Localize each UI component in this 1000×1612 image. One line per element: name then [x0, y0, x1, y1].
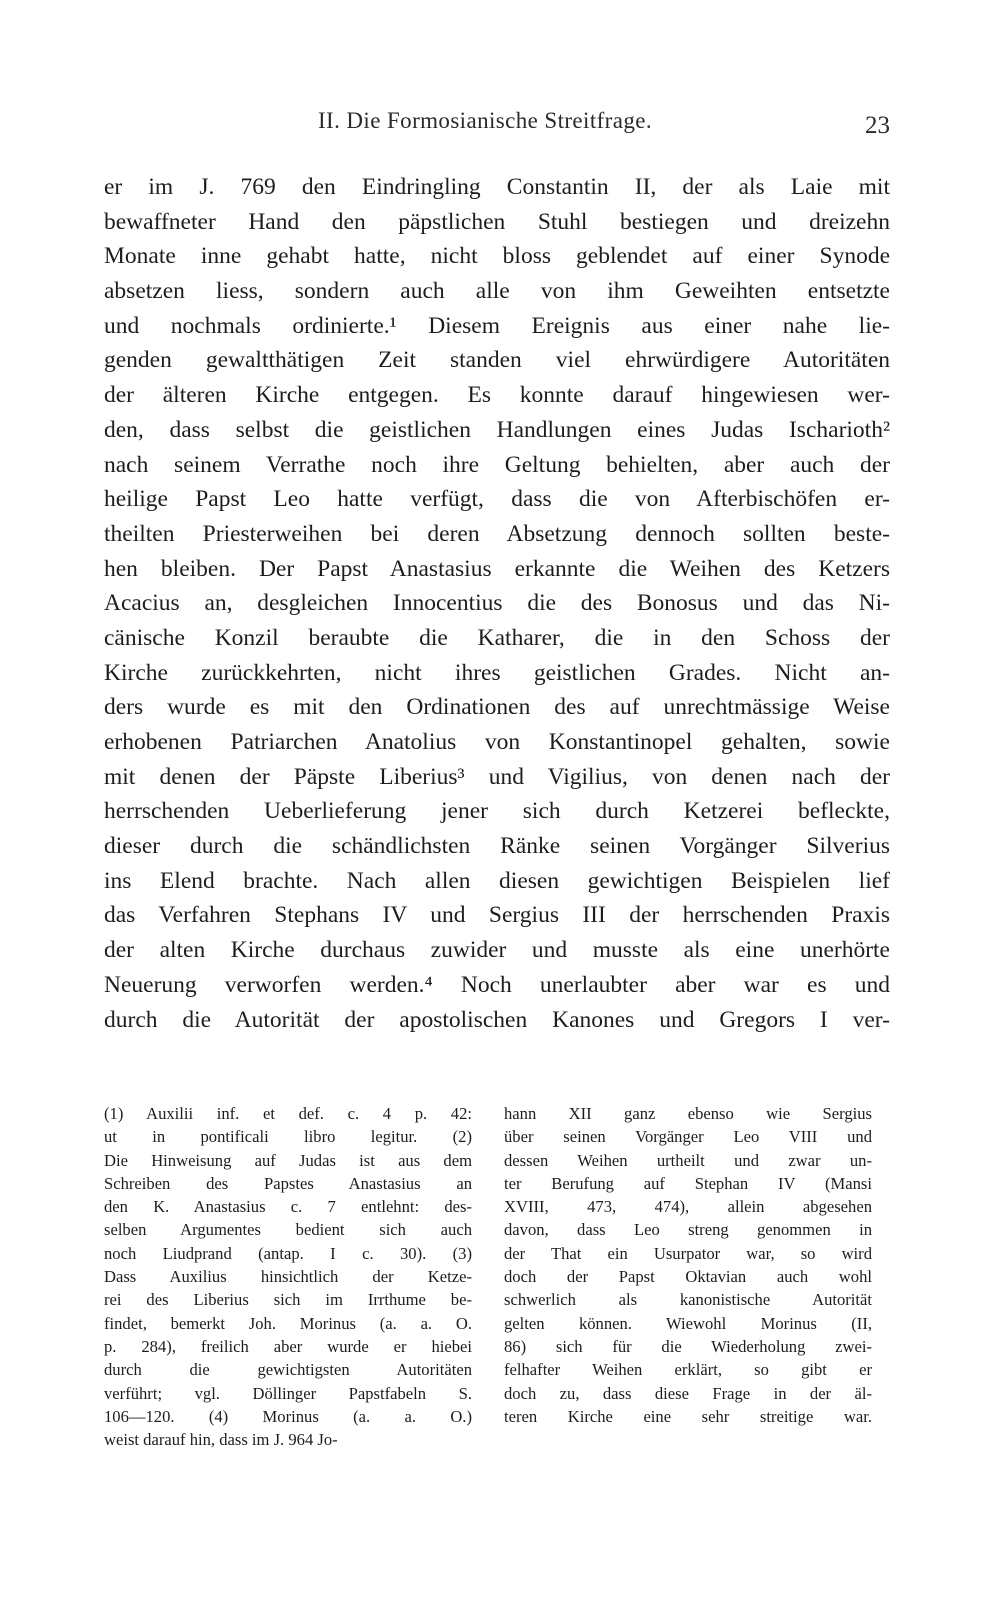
- footnote-line: 86) sich für die Wiederholung zwei-: [504, 1336, 872, 1356]
- body-line: erhobenen Patriarchen Anatolius von Konstantinopel gehalten, sowie: [104, 729, 890, 755]
- running-header: [104, 108, 890, 142]
- body-line: und nochmals ordinierte.¹ Diesem Ereignis aus einer nahe lie-: [104, 312, 890, 339]
- footnote-line: über seinen Vorgänger Leo VIII und: [504, 1127, 872, 1147]
- body-line: den, dass selbst die geistlichen Handlungen eines Judas Ischarioth²: [104, 416, 890, 443]
- footnote-line: XVIII, 473, 474), allein abgesehen: [504, 1197, 872, 1217]
- footnote-line: doch zu, dass diese Frage in der äl-: [504, 1383, 872, 1403]
- body-line: theilten Priesterweihen bei deren Absetzung dennoch sollten beste-: [104, 520, 890, 547]
- footnote-line: ter Berufung auf Stephan IV (Mansi: [504, 1173, 872, 1193]
- body-line: Kirche zurückkehrten, nicht ihres geistlichen Grades. Nicht an-: [104, 659, 890, 686]
- footnote-line: noch Liudprand (antap. I c. 30). (3): [104, 1243, 472, 1263]
- body-line: genden gewaltthätigen Zeit standen viel ehrwürdigere Autoritäten: [104, 347, 890, 374]
- body-line: Acacius an, desgleichen Innocentius die des Bonosus und das Ni-: [104, 590, 890, 617]
- body-line: das Verfahren Stephans IV und Sergius III der herrschenden Praxis: [104, 902, 890, 929]
- footnote-line: (1) Auxilii inf. et def. c. 4 p. 42:: [104, 1104, 472, 1123]
- body-line: ders wurde es mit den Ordinationen des auf unrechtmässige Weise: [104, 694, 890, 721]
- footnote-line: Die Hinweisung auf Judas ist aus dem: [104, 1150, 472, 1170]
- body-line: mit denen der Päpste Liberius³ und Vigilius, von denen nach der: [104, 763, 890, 790]
- body-line: Neuerung verworfen werden.⁴ Noch unerlaubter aber war es und: [104, 971, 890, 998]
- main-text: [104, 170, 890, 1037]
- body-line: nach seinem Verrathe noch ihre Geltung behielten, aber auch der: [104, 451, 890, 478]
- footnote-line: selben Argumentes bedient sich auch: [104, 1220, 472, 1240]
- body-line: heilige Papst Leo hatte verfügt, dass die von Afterbischöfen er-: [104, 486, 890, 513]
- footnote-line: weist darauf hin, dass im J. 964 Jo-: [104, 1430, 338, 1450]
- footnote-line: p. 284), freilich aber wurde er hiebei: [104, 1336, 472, 1356]
- body-line: cänische Konzil beraubte die Katharer, die in den Schoss der: [104, 624, 890, 651]
- body-line: hen bleiben. Der Papst Anastasius erkannte die Weihen des Ketzers: [104, 555, 890, 582]
- body-line: ins Elend brachte. Nach allen diesen gewichtigen Beispielen lief: [104, 867, 890, 894]
- page-number: 23: [865, 112, 890, 139]
- body-line: durch die Autorität der apostolischen Kanones und Gregors I ver-: [104, 1006, 890, 1033]
- footnote-line: verführt; vgl. Döllinger Papstfabeln S.: [104, 1383, 472, 1403]
- footnote-line: den K. Anastasius c. 7 entlehnt: des-: [104, 1197, 472, 1217]
- footnote-line: hann XII ganz ebenso wie Sergius: [504, 1104, 872, 1123]
- body-line: herrschenden Ueberlieferung jener sich durch Ketzerei befleckte,: [104, 798, 890, 825]
- footnote-line: gelten können. Wiewohl Morinus (II,: [504, 1313, 872, 1333]
- footnote-line: davon, dass Leo streng genommen in: [504, 1220, 872, 1240]
- body-line: der alten Kirche durchaus zuwider und musste als eine unerhörte: [104, 937, 890, 964]
- header-title: II. Die Formosianische Streitfrage.: [318, 108, 652, 133]
- footnote-line: schwerlich als kanonistische Autorität: [504, 1290, 872, 1310]
- body-line: Monate inne gehabt hatte, nicht bloss geblendet auf einer Synode: [104, 243, 890, 270]
- footnote-line: findet, bemerkt Joh. Morinus (a. a. O.: [104, 1313, 472, 1333]
- footnote-line: dessen Weihen urtheilt und zwar un-: [504, 1150, 872, 1170]
- footnote-line: rei des Liberius sich im Irrthume be-: [104, 1290, 472, 1310]
- body-line: er im J. 769 den Eindringling Constantin II, der als Laie mit: [104, 174, 890, 200]
- footnote-line: Dass Auxilius hinsichtlich der Ketze-: [104, 1267, 472, 1287]
- footnote-line: Schreiben des Papstes Anastasius an: [104, 1173, 472, 1193]
- footnote-line: 106—120. (4) Morinus (a. a. O.): [104, 1406, 472, 1426]
- footnote-line: teren Kirche eine sehr streitige war.: [504, 1406, 872, 1426]
- footnotes-left-column: [104, 1102, 472, 1451]
- footnote-line: felhafter Weihen erklärt, so gibt er: [504, 1360, 872, 1380]
- footnote-line: doch der Papst Oktavian auch wohl: [504, 1267, 872, 1287]
- footnotes-right-column: [504, 1102, 872, 1428]
- body-line: bewaffneter Hand den päpstlichen Stuhl bestiegen und dreizehn: [104, 208, 890, 235]
- footnote-line: der That ein Usurpator war, so wird: [504, 1243, 872, 1263]
- footnotes: [104, 1102, 894, 1450]
- body-line: der älteren Kirche entgegen. Es konnte darauf hingewiesen wer-: [104, 382, 890, 409]
- body-line: dieser durch die schändlichsten Ränke seinen Vorgänger Silverius: [104, 833, 890, 860]
- footnote-line: durch die gewichtigsten Autoritäten: [104, 1360, 472, 1380]
- body-line: absetzen liess, sondern auch alle von ihm Geweihten entsetzte: [104, 278, 890, 305]
- footnote-line: ut in pontificali libro legitur. (2): [104, 1127, 472, 1147]
